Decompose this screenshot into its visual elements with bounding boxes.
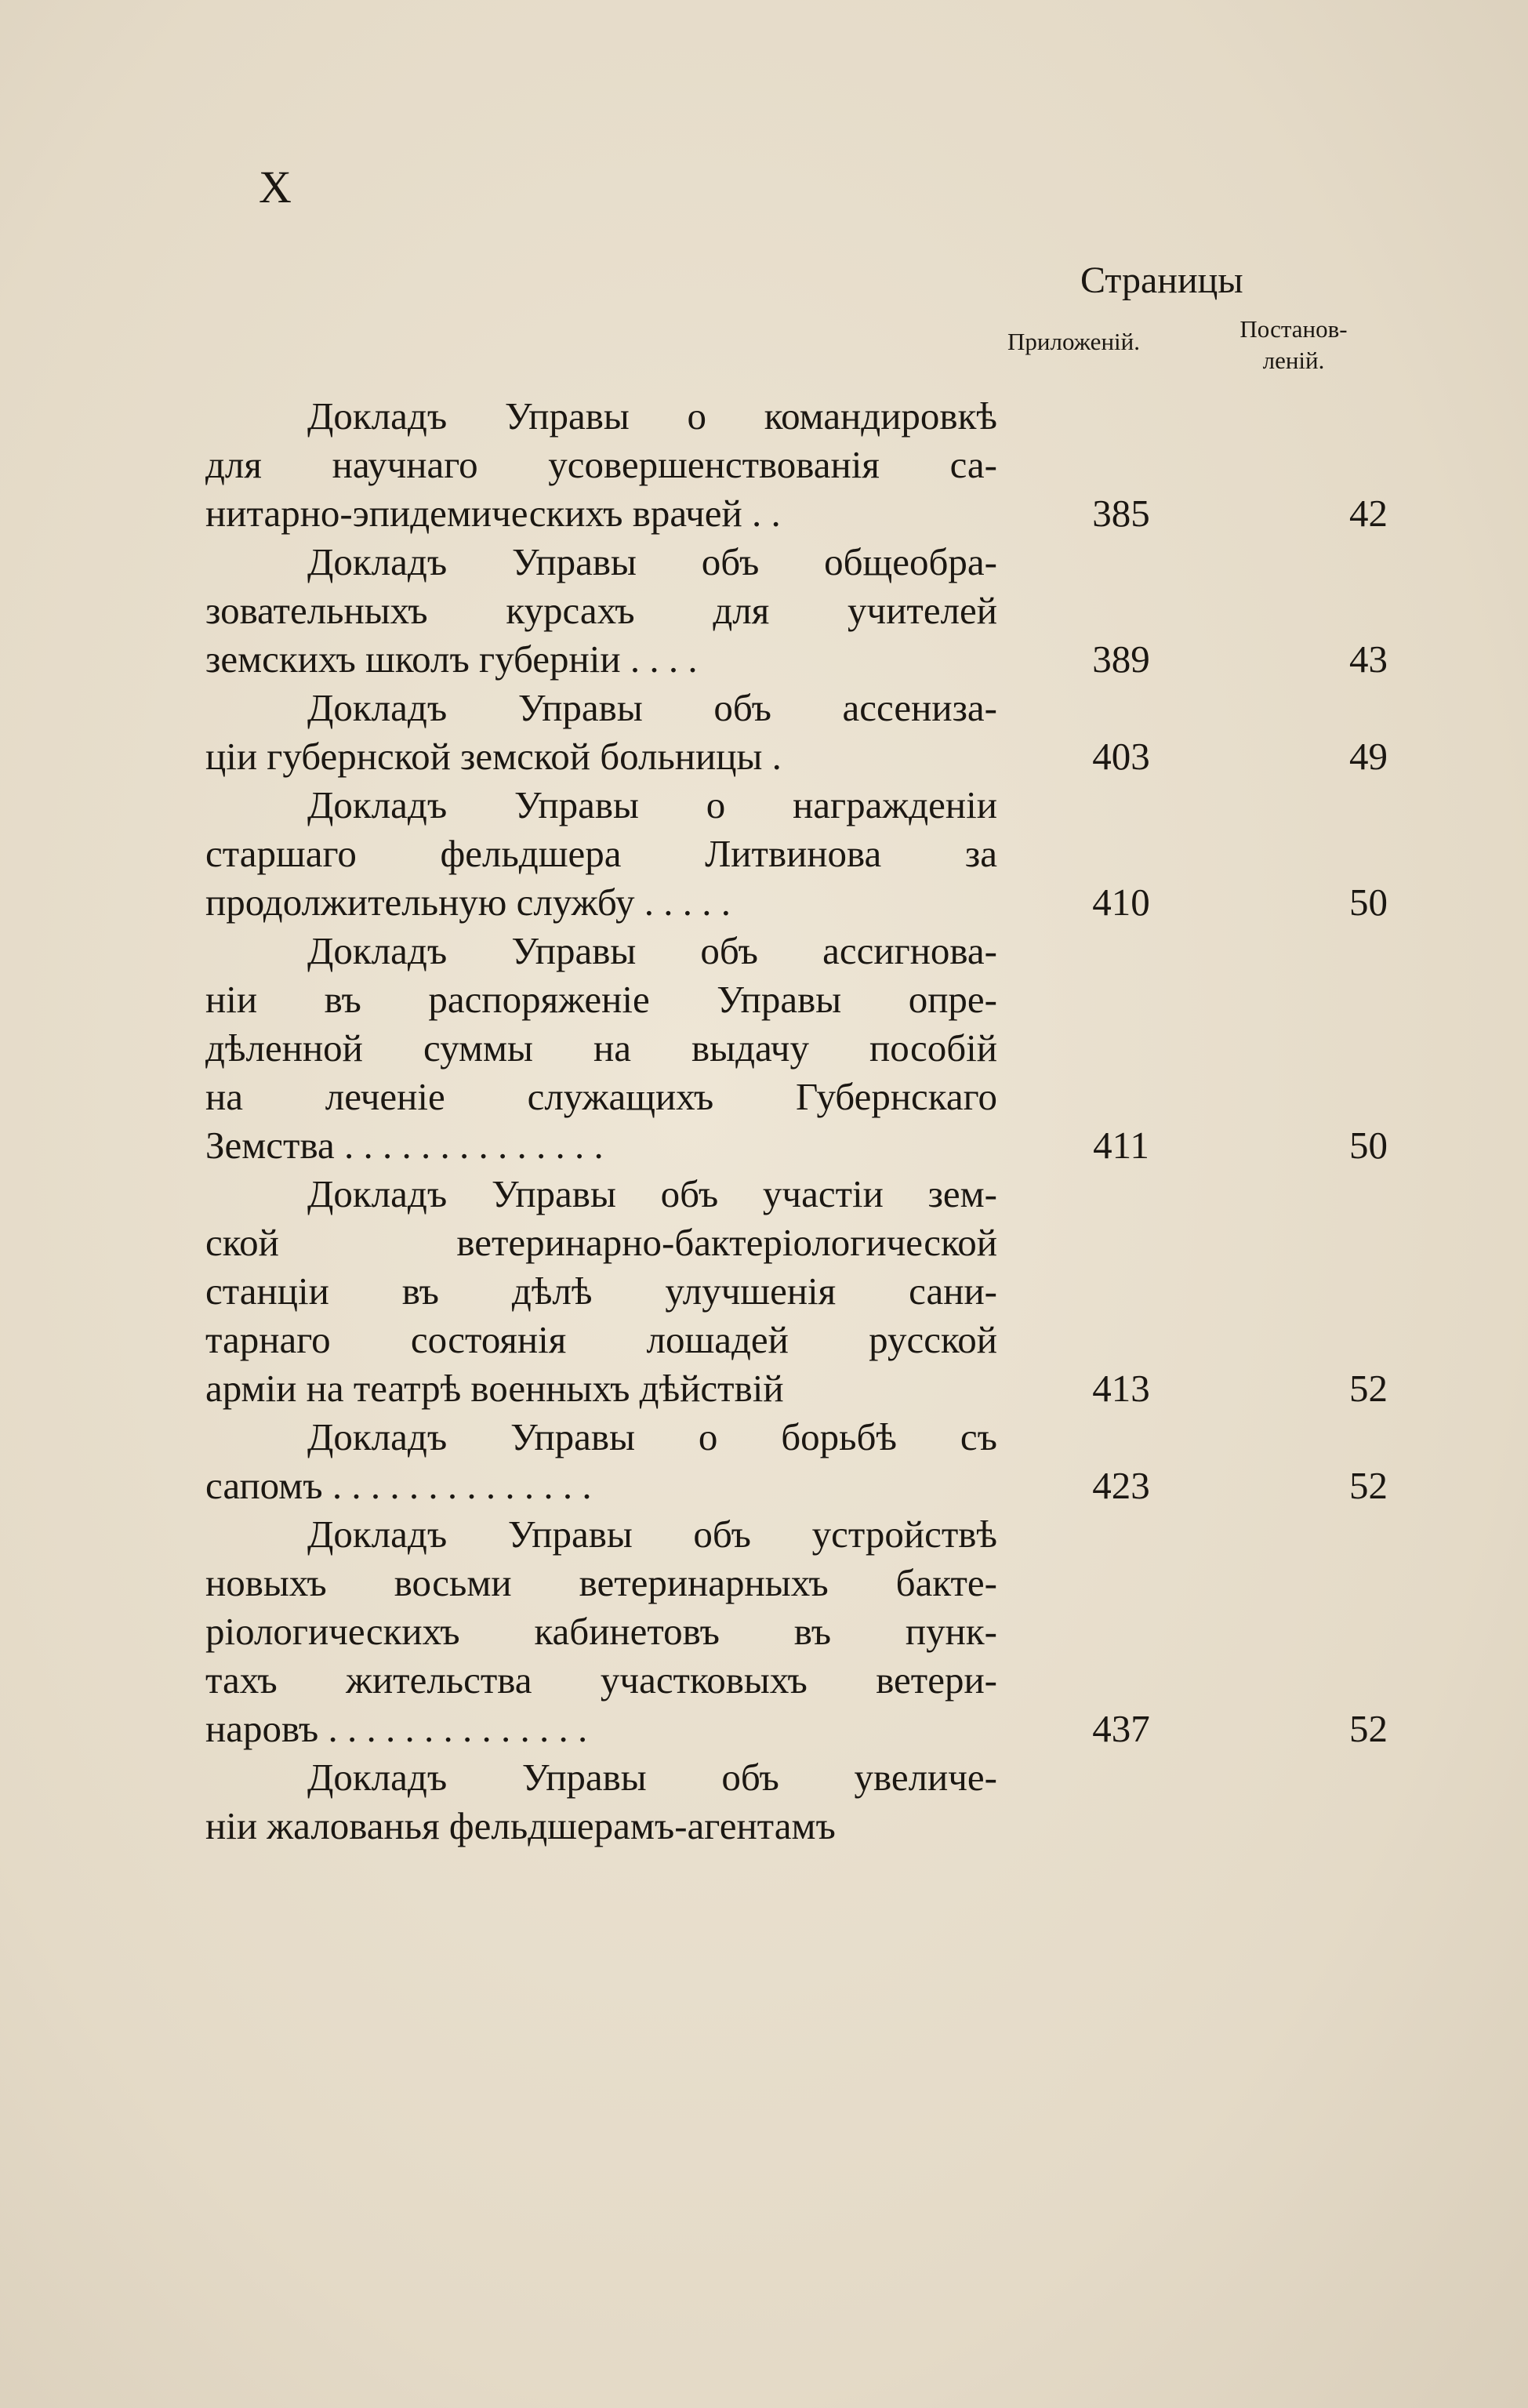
entry-line: Докладъ Управы объ увеличе- — [307, 1756, 997, 1799]
appendix-page-number: 413 — [1092, 1367, 1150, 1410]
column-header-resolutions-line1: Постанов- — [1239, 315, 1348, 343]
entry-line: ріологическихъ кабинетовъ въ пунк- — [205, 1610, 997, 1653]
resolution-page-number: 43 — [1349, 637, 1388, 681]
entry-line: зовательныхъ курсахъ для учителей — [205, 589, 997, 632]
column-header-main: Страницы — [1080, 260, 1243, 301]
appendix-page-number: 411 — [1093, 1124, 1149, 1167]
entry-line: Докладъ Управы о командировкѣ — [307, 394, 997, 438]
entry-line: новыхъ восьми ветеринарныхъ бакте- — [205, 1561, 997, 1604]
entry-line: наровъ . . . . . . . . . . . . . . — [205, 1707, 588, 1750]
column-header-appendices: Приложеній. — [1007, 328, 1140, 355]
entry-line: станціи въ дѣлѣ улучшенія сани- — [205, 1269, 997, 1313]
entry-line: арміи на театрѣ военныхъ дѣйствій — [205, 1367, 784, 1410]
entry-line: старшаго фельдшера Литвинова за — [205, 832, 997, 875]
resolution-page-number: 52 — [1349, 1707, 1388, 1750]
appendix-page-number: 423 — [1092, 1464, 1150, 1507]
entry-line: Земства . . . . . . . . . . . . . . — [205, 1124, 604, 1167]
resolution-page-number: 50 — [1349, 881, 1388, 924]
appendix-page-number: 437 — [1092, 1707, 1150, 1750]
appendix-page-number: 389 — [1092, 637, 1150, 681]
column-header-resolutions — [1215, 314, 1372, 376]
entry-line: Докладъ Управы объ ассигнова- — [307, 929, 997, 972]
entry-line: земскихъ школъ губерніи . . . . — [205, 637, 698, 681]
entry-line: Докладъ Управы объ ассениза- — [307, 686, 997, 729]
entry-line: ціи губернской земской больницы . — [205, 735, 782, 778]
resolution-page-number: 50 — [1349, 1124, 1388, 1167]
column-header-resolutions-line2: леній. — [1262, 347, 1325, 374]
resolution-page-number: 49 — [1349, 735, 1388, 778]
entry-line: Докладъ Управы объ устройствѣ — [307, 1513, 997, 1556]
entry-line: тахъ жительства участковыхъ ветери- — [205, 1658, 997, 1702]
resolution-page-number: 42 — [1349, 492, 1388, 535]
entry-line: продолжительную службу . . . . . — [205, 881, 731, 924]
entry-line: сапомъ . . . . . . . . . . . . . . — [205, 1464, 592, 1507]
entry-line: Докладъ Управы объ общеобра- — [307, 540, 997, 583]
entry-line: Докладъ Управы о борьбѣ съ — [307, 1415, 997, 1458]
entry-line: тарнаго состоянія лошадей русской — [205, 1318, 997, 1361]
entry-line: на леченіе служащихъ Губернскаго — [205, 1075, 997, 1118]
entry-line: дѣленной суммы на выдачу пособій — [205, 1026, 997, 1070]
entry-line: ніи въ распоряженіе Управы опре- — [205, 978, 997, 1021]
appendix-page-number: 385 — [1092, 492, 1150, 535]
entry-line: для научнаго усовершенствованія са- — [205, 443, 997, 486]
appendix-page-number: 403 — [1092, 735, 1150, 778]
resolution-page-number: 52 — [1349, 1464, 1388, 1507]
resolution-page-number: 52 — [1349, 1367, 1388, 1410]
entry-line: ской ветеринарно-бактеріологической — [205, 1221, 997, 1264]
entry-line: ніи жалованья фельдшерамъ-агентамъ — [205, 1804, 836, 1847]
page-folio: X — [259, 162, 292, 212]
entry-line: Докладъ Управы о награжденіи — [307, 783, 997, 826]
entry-line: Докладъ Управы объ участіи зем- — [307, 1172, 997, 1215]
appendix-page-number: 410 — [1092, 881, 1150, 924]
entry-line: нитарно-эпидемическихъ врачей . . — [205, 492, 781, 535]
